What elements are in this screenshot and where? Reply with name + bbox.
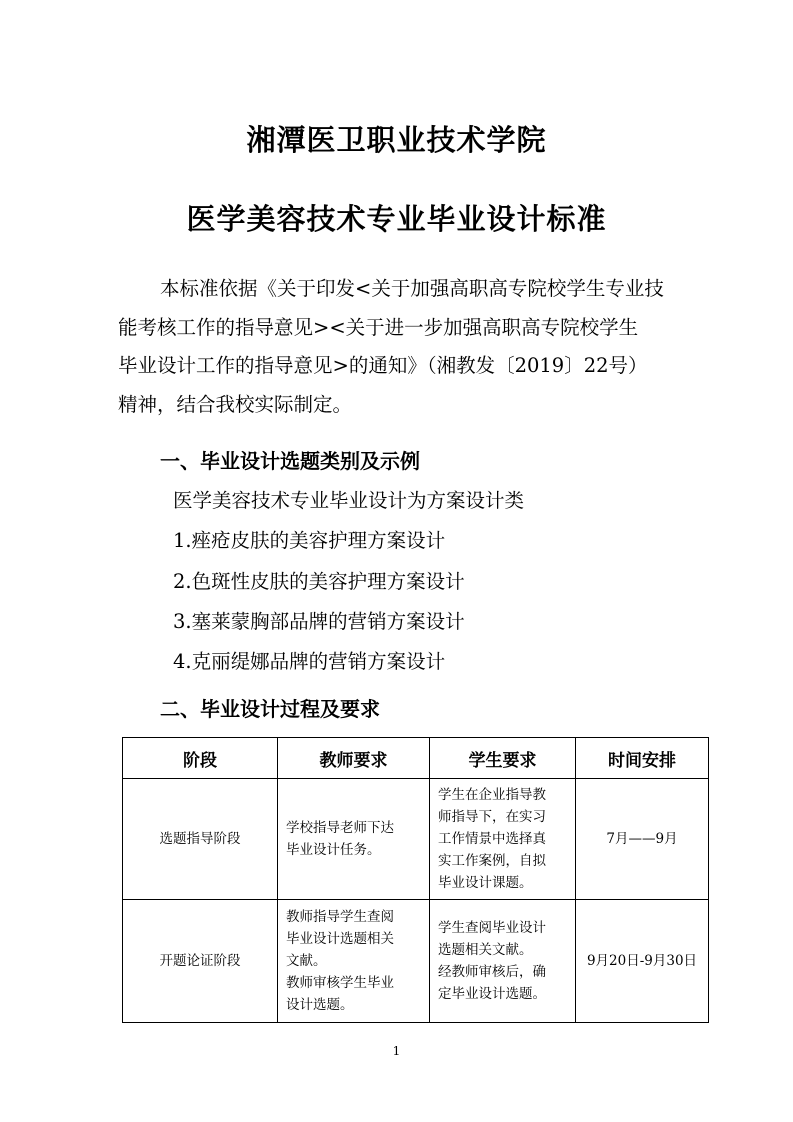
process-table — [122, 737, 709, 1023]
cell-text: 学生在企业指导教 — [438, 787, 546, 803]
cell-text: 选题相关文献。 — [438, 942, 533, 958]
intro-line: 本标准依据《关于印发<关于加强高职高专院校学生专业技 — [160, 277, 664, 300]
student-requirement-cell — [430, 900, 576, 1023]
page-number: 1 — [392, 1044, 401, 1058]
section-heading-process: 二、毕业设计过程及要求 — [160, 697, 380, 721]
cell-text: 毕业设计任务。 — [286, 842, 381, 858]
intro-line: 能考核工作的指导意见><关于进一步加强高职高专院校学生 — [118, 315, 639, 339]
cell-text: 教师指导学生查阅 — [286, 909, 394, 925]
cell-text: 实工作案例，自拟 — [438, 853, 546, 869]
cell-text: 文献。 — [286, 953, 327, 969]
cell-text: 毕业设计选题相关 — [286, 931, 394, 947]
schedule-cell: 7月——9月 — [576, 779, 709, 900]
cell-text: 毕业设计课题。 — [438, 875, 533, 891]
schedule-cell: 9月20日-9月30日 — [576, 900, 709, 1023]
topic-example: 4.克丽缇娜品牌的营销方案设计 — [173, 650, 446, 673]
school-title: 湘潭医卫职业技术学院 — [246, 123, 547, 157]
column-header-stage: 阶段 — [123, 738, 278, 779]
table-row — [123, 900, 709, 1023]
cell-text: 工作情景中选择真 — [438, 831, 546, 847]
teacher-requirement-cell — [278, 779, 430, 900]
section-heading-topics: 一、毕业设计选题类别及示例 — [160, 449, 420, 473]
topic-example: 1.痤疮皮肤的美容护理方案设计 — [173, 529, 446, 552]
column-header-time: 时间安排 — [576, 738, 709, 779]
cell-text: 定毕业设计选题。 — [438, 986, 546, 1002]
topic-example: 3.塞莱蒙胸部品牌的营销方案设计 — [173, 610, 465, 633]
column-header-student: 学生要求 — [430, 738, 576, 779]
intro-line: 毕业设计工作的指导意见>的通知》（湘教发〔2019〕22号） — [118, 354, 648, 377]
cell-text: 教师审核学生毕业 — [286, 975, 394, 991]
cell-text: 师指导下，在实习 — [438, 809, 546, 825]
cell-text: 设计选题。 — [286, 997, 354, 1013]
table-header-row — [123, 738, 709, 779]
student-requirement-cell — [430, 779, 576, 900]
cell-text: 学生查阅毕业设计 — [438, 920, 546, 936]
stage-cell: 选题指导阶段 — [123, 779, 278, 900]
cell-text: 学校指导老师下达 — [286, 820, 394, 836]
column-header-teacher: 教师要求 — [278, 738, 430, 779]
teacher-requirement-cell — [278, 900, 430, 1023]
cell-text: 经教师审核后，确 — [438, 964, 546, 980]
intro-line: 精神，结合我校实际制定。 — [118, 392, 353, 416]
table-row — [123, 779, 709, 900]
topic-example: 2.色斑性皮肤的美容护理方案设计 — [173, 570, 465, 593]
topic-category: 医学美容技术专业毕业设计为方案设计类 — [173, 489, 525, 512]
intro-paragraph — [118, 270, 718, 424]
document-title: 医学美容技术专业毕业设计标准 — [186, 202, 607, 236]
stage-cell: 开题论证阶段 — [123, 900, 278, 1023]
